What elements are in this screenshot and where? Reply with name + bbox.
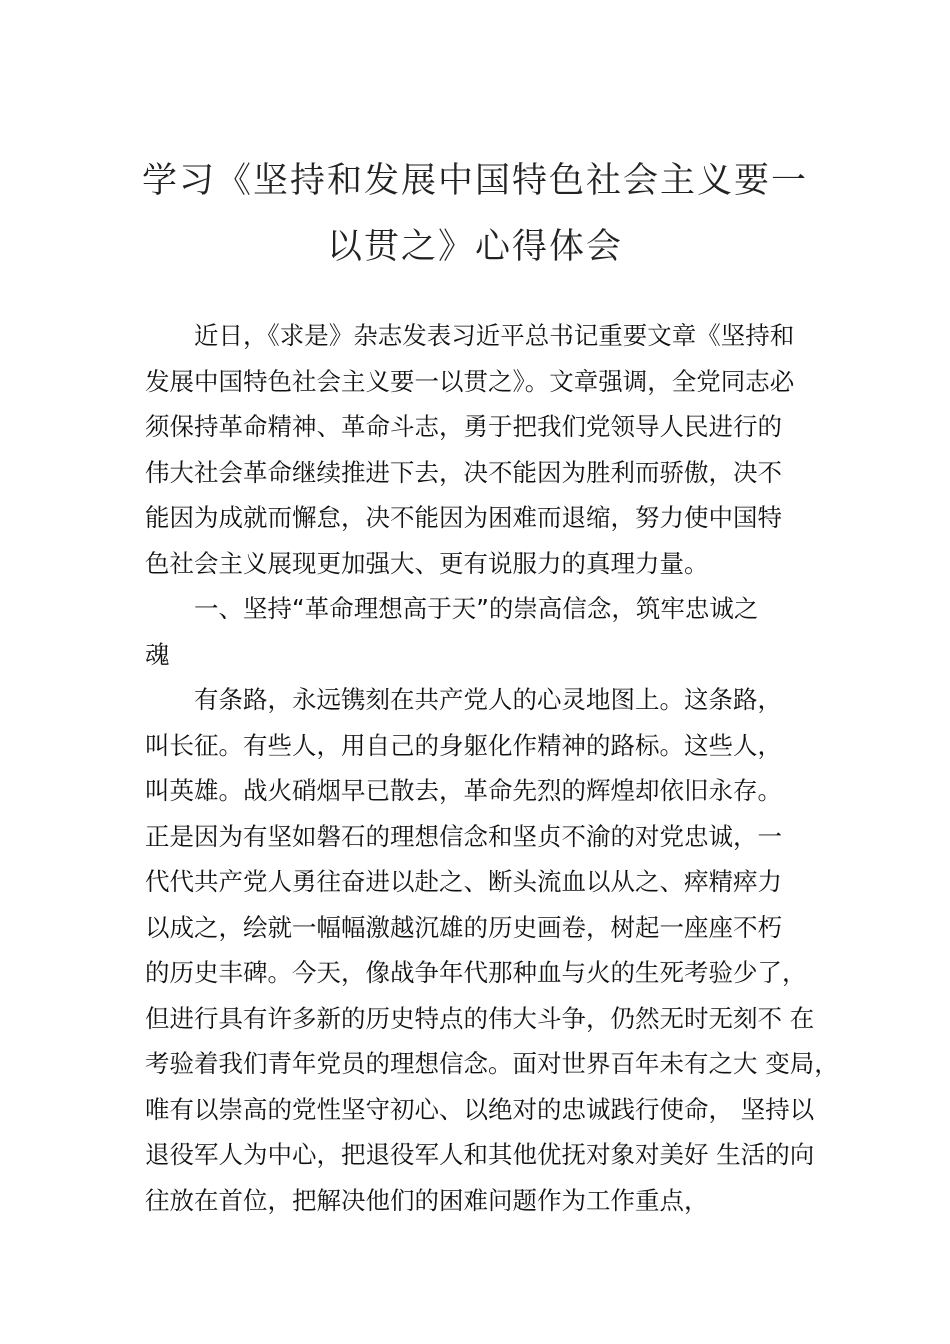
document-title	[120, 148, 830, 280]
text-line: 能因为成就而懈怠，决不能因为困难而退缩，努力使中国特	[145, 503, 782, 532]
text-line: 的历史丰碑。今天，像战争年代那种血与火的生死考验少了，	[145, 958, 807, 987]
document-body	[145, 313, 839, 1223]
text-line: 叫英雄。战火硝烟早已散去，革命先烈的辉煌却依旧永存。	[145, 776, 782, 805]
text-line: 正是因为有坚如磐石的理想信念和坚贞不渝的对党忠诚，一	[145, 821, 782, 851]
text-line: 有条路，永远镌刻在共产党人的心灵地图上。这条路，	[194, 685, 782, 714]
text-line: 伟大社会革命继续推进下去，决不能因为胜利而骄傲，决不	[145, 457, 782, 487]
text-line: 考验着我们青年党员的理想信念。面对世界百年未有之大 变局，	[145, 1049, 839, 1078]
text-line: 叫长征。有些人，用自己的身躯化作精神的路标。这些人，	[145, 730, 782, 760]
text-line: 须保持革命精神、革命斗志，勇于把我们党领导人民进行的	[145, 412, 782, 441]
title-line-1: 学习《坚持和发展中国特色社会主义要一	[141, 161, 808, 201]
heading-line: 魂	[145, 639, 170, 669]
text-line: 发展中国特色社会主义要一以贯之》。文章强调，全党同志必	[145, 366, 795, 396]
text-line: 退役军人为中心，把退役军人和其他优抚对象对美好 生活的向	[145, 1140, 815, 1169]
paragraph-intro	[145, 313, 835, 586]
heading-line: 一、坚持“革命理想高于天”的崇高信念，筑牢忠诚之	[194, 594, 759, 623]
text-line: 往放在首位，把解决他们的困难问题作为工作重点，	[145, 1185, 709, 1215]
paragraph-body	[145, 677, 839, 1223]
text-line: 近日，《求是》杂志发表习近平总书记重要文章《坚持和	[194, 321, 795, 350]
section-heading	[145, 586, 835, 677]
text-line: 唯有以崇高的党性坚守初心、以绝对的忠诚践行使命， 坚持以	[145, 1094, 815, 1124]
text-line: 代代共产党人勇往奋进以赴之、断头流血以从之、瘁精瘁力	[145, 867, 782, 896]
text-line: 色社会主义展现更加强大、更有说服力的真理力量。	[145, 548, 709, 578]
title-line-2: 以贯之》心得体会	[326, 227, 623, 267]
text-line: 以成之，绘就一幅幅激越沉雄的历史画卷，树起一座座不朽	[145, 912, 782, 942]
text-line: 但进行具有许多新的历史特点的伟大斗争，仍然无时无刻不 在	[145, 1003, 815, 1033]
